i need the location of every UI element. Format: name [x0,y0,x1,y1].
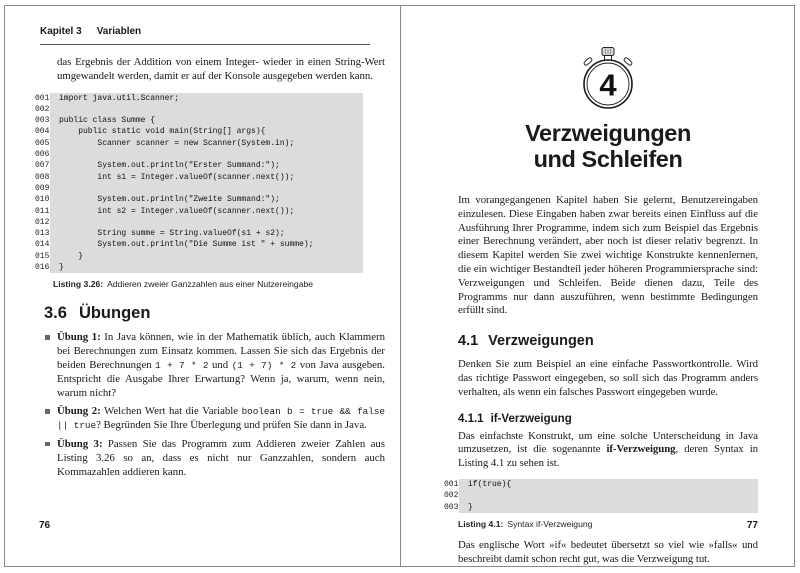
subsection-title: if-Verzweigung [490,412,572,425]
listing-caption [53,279,385,289]
page-number: 77 [746,520,758,531]
listing-caption-label: Listing 3.26: [53,279,104,290]
code-text: int s2 = Integer.valueOf(scanner.next()); [50,206,363,217]
listing-caption-text: Addieren zweier Ganzzahlen aus einer Nutzereingabe [107,279,314,290]
code-line [35,251,385,262]
exercise-item [45,331,385,400]
code-listing-3-26 [35,93,385,274]
exercise-list [35,331,385,479]
square-bullet-icon [45,409,50,414]
line-number: 004 [35,127,50,137]
square-bullet-icon [45,335,50,340]
code-line [35,138,385,149]
code-text: } [459,502,758,513]
line-number: 015 [35,251,50,261]
chapter-title-line1: Verzweigungen [525,120,691,146]
line-number: 007 [35,161,50,171]
text-segment: Übung 3: [57,437,103,450]
text-segment: if-Verzweigung [606,443,676,456]
running-head-title: Variablen [96,26,142,37]
text-segment: Das einfachste Konstrukt, um eine solche Unterscheidung in Java umzusetzen, ist die sogenannte [458,429,758,456]
line-number: 003 [444,502,459,512]
running-head-chapter: Kapitel 3 [40,26,82,37]
section-number: 3.6 [44,304,67,323]
chapter-number: 4 [599,67,617,103]
listing-caption [458,519,758,529]
code-text: } [50,251,363,262]
line-number: 001 [35,93,50,103]
text-segment: Übung 1: [57,331,101,344]
book-spread [4,5,795,567]
code-text [50,149,363,160]
text-segment: Übung 2: [57,405,101,418]
chapter-title [458,120,758,172]
code-listing-4-1 [444,479,758,513]
stopwatch-icon [578,46,638,110]
outro-paragraph: Das englische Wort »if« bedeutet übersetzt so viel wie »falls« und beschreibt damit schon recht gut, was die Verzweigung tut. [458,538,758,565]
chapter-opener [458,46,758,115]
code-line [35,115,385,126]
code-text: String summe = String.valueOf(s1 + s2); [50,228,363,239]
code-text [50,183,363,194]
listing-caption-text: Syntax if-Verzweigung [507,518,593,529]
section-paragraph: Denken Sie zum Beispiel an eine einfache Passwortkontrolle. Wird das richtige Passwort eingegeben, so soll sich das Programm anders verhalten, als wenn ein falsches Passwort eingegeben wurde. [458,358,758,398]
page-number: 76 [39,520,51,531]
code-text: System.out.println("Die Summe ist " + summe); [50,239,363,250]
code-text: System.out.println("Erster Summand:"); [50,160,363,171]
text-segment: und [208,358,232,371]
code-line [35,262,385,273]
code-text [50,104,363,115]
inline-code: boolean b = true && false || true [57,406,385,432]
code-text: public class Summe { [50,115,363,126]
exercise-item [45,405,385,433]
code-line [444,502,758,513]
subsection-heading-4-1-1 [458,413,758,425]
intro-paragraph: das Ergebnis der Addition von einem Integer- wieder in einen String-Wert umgewandelt werden, damit er auf der Konsole ausgegeben werden kann. [57,56,385,82]
line-number: 010 [35,195,50,205]
square-bullet-icon [45,442,50,447]
inline-code: (1 + 7) * 2 [231,359,297,371]
code-line [35,206,385,217]
code-line [35,93,385,104]
exercise-item [45,438,385,479]
line-number: 014 [35,240,50,250]
line-number: 009 [35,183,50,193]
code-text: Scanner scanner = new Scanner(System.in); [50,138,363,149]
code-text: } [50,262,363,273]
code-text: public static void main(String[] args){ [50,126,363,137]
line-number: 016 [35,263,50,273]
inline-code: 1 + 7 * 2 [155,359,209,371]
running-head [40,26,370,45]
line-number: 002 [444,491,459,501]
subsection-paragraph [458,430,758,471]
section-title: Verzweigungen [488,333,594,350]
line-number: 005 [35,138,50,148]
section-number: 4.1 [458,333,479,350]
code-line [35,160,385,171]
line-number: 003 [35,116,50,126]
code-line [444,479,758,490]
code-line [35,217,385,228]
code-line [444,490,758,501]
code-line [35,104,385,115]
code-line [35,194,385,205]
chapter-intro-paragraph: Im vorangegangenen Kapitel haben Sie gelernt, Benutzereingaben einzulesen. Diese Eingaben haben zwar bereits einen Einfluss auf die Ausführung Ihrer Programme, indem sich zum Beispiel das Ergebnis einer Berechnung verändert, aber noch ist dieser relativ begrenzt. In diesem Kapitel werden Sie zwei wichtige Konstrukte kennenlernen, die ein wichtiger Bestandteil jeder höheren Programmiersprache sind: Verzweigungen und Schleifen. Beide dienen dazu, Teile des Programms nur dann auszuführen, wenn bestimmte Bedingungen erfüllt sind. [458,194,758,317]
code-line [35,149,385,160]
line-number: 012 [35,217,50,227]
line-number: 008 [35,172,50,182]
line-number: 013 [35,229,50,239]
code-text [459,490,758,501]
code-text [50,217,363,228]
text-segment: , deren Syntax in Listing 4.1 zu sehen ist. [458,443,758,470]
code-line [35,228,385,239]
text-segment: ? Begründen Sie Ihre Überlegung und prüfen Sie dann in Java. [96,419,367,432]
chapter-title-line2: und Schleifen [533,146,683,172]
text-segment: Welchen Wert hat die Variable [100,405,242,418]
text-segment: In Java können, wie in der Mathematik üblich, auch Klammern bei Berechnungen zum Einsatz kommen. Lassen Sie sich das Ergebnis der beiden Berechnungen [57,331,385,371]
text-segment: von Java ausgeben. Entspricht die Ausgabe Ihrer Erwartung? Wenn ja, warum, wenn nein, warum nicht? [57,358,385,399]
line-number: 001 [444,479,459,489]
code-line [35,172,385,183]
subsection-number: 4.1.1 [458,412,484,425]
code-text: System.out.println("Zweite Summand:"); [50,194,363,205]
page-right [401,6,794,566]
line-number: 002 [35,104,50,114]
code-line [35,183,385,194]
code-text: import java.util.Scanner; [50,93,363,104]
page-left [5,6,401,566]
text-segment: Passen Sie das Programm zum Addieren zweier Zahlen aus Listing 3.26 so an, dass es nicht nur Ganzzahlen, sondern auch Kommazahlen addieren kann. [57,437,385,478]
listing-caption-label: Listing 4.1: [458,518,504,529]
section-heading-4-1 [458,333,758,349]
code-line [35,239,385,250]
section-title: Übungen [78,304,151,323]
code-text: if(true){ [459,479,758,490]
section-heading [44,304,385,323]
code-line [35,126,385,137]
line-number: 006 [35,150,50,160]
line-number: 011 [35,206,50,216]
code-text: int s1 = Integer.valueOf(scanner.next()); [50,172,363,183]
